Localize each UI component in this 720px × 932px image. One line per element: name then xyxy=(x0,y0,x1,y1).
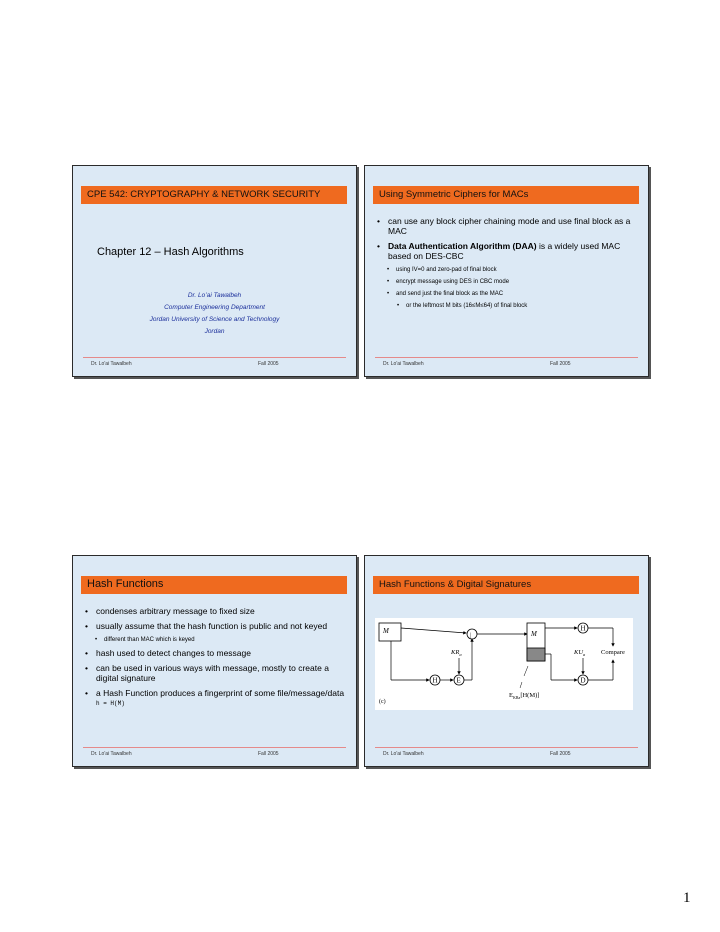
slide-title: CPE 542: CRYPTOGRAPHY & NETWORK SECURITY xyxy=(87,189,321,200)
signed-hash-label: $E_{KRa}[H(M)]$ xyxy=(509,692,540,700)
footer-term: Fall 2005 xyxy=(258,751,279,757)
slide-title: Using Symmetric Ciphers for MACs xyxy=(379,189,529,200)
decrypt-label: D xyxy=(580,676,586,685)
bullet-list xyxy=(85,606,346,714)
list-item: • can use any block cipher chaining mode and use final block as a MAC xyxy=(377,216,638,236)
slide-title-bar xyxy=(81,186,347,204)
footer-author: Dr. Lo'ai Tawalbeh xyxy=(383,751,424,757)
footer-divider xyxy=(375,357,638,358)
list-item: • can be used in various ways with message, mostly to create a digital signature xyxy=(85,663,346,683)
slide-title-bar xyxy=(373,186,639,204)
author-name: Dr. Lo’ai Tawalbeh xyxy=(187,292,242,299)
message-label: M xyxy=(383,627,389,635)
author-department: Computer Engineering Department xyxy=(164,304,265,311)
footer-author: Dr. Lo'ai Tawalbeh xyxy=(91,751,132,757)
list-item: • condenses arbitrary message to fixed size xyxy=(85,606,346,616)
slide-title: Hash Functions & Digital Signatures xyxy=(379,579,532,590)
author-country: Jordan xyxy=(204,328,225,335)
author-university: Jordan University of Science and Technology xyxy=(149,316,280,323)
signature-block xyxy=(527,648,545,661)
slide-4 xyxy=(364,555,649,767)
list-item: • and send just the final block as the MAC xyxy=(387,290,638,298)
daa-term: Data Authentication Algorithm (DAA) xyxy=(388,241,537,251)
footer-term: Fall 2005 xyxy=(258,361,279,367)
encrypt-label: E xyxy=(456,676,461,685)
list-item: • a Hash Function produces a fingerprint of some file/message/data xyxy=(85,688,346,698)
footer-divider xyxy=(83,357,346,358)
list-item: • hash used to detect changes to message xyxy=(85,648,346,658)
concat-icon xyxy=(467,629,477,639)
slide-title-bar xyxy=(81,576,347,594)
hash-label-receiver: H xyxy=(580,624,586,633)
chapter-title: Chapter 12 – Hash Algorithms xyxy=(97,246,244,258)
private-key-label: $KR_a$ xyxy=(451,649,462,657)
footer-term: Fall 2005 xyxy=(550,361,571,367)
list-item: • or the leftmost M bits (16≤M≤64) of final block xyxy=(397,302,638,310)
page-number: 1 xyxy=(683,890,691,906)
footer-divider xyxy=(375,747,638,748)
slide-title-bar xyxy=(373,576,639,594)
list-item xyxy=(377,241,638,261)
diagram-caption: (c) xyxy=(379,699,386,705)
message-label-right: M xyxy=(531,630,537,638)
footer-term: Fall 2005 xyxy=(550,751,571,757)
list-item: • using IV=0 and zero-pad of final block xyxy=(387,266,638,274)
list-item: • encrypt message using DES in CBC mode xyxy=(387,278,638,286)
slide-title: Hash Functions xyxy=(87,578,164,590)
footer-author: Dr. Lo'ai Tawalbeh xyxy=(383,361,424,367)
slide-3 xyxy=(72,555,357,767)
public-key-label: $KU_a$ xyxy=(574,649,586,657)
daa-description: is a widely used MAC based on DES-CBC xyxy=(388,241,621,261)
slide-2 xyxy=(364,165,649,377)
list-item: • different than MAC which is keyed xyxy=(95,636,346,644)
hash-label: H xyxy=(432,676,438,685)
compare-label: Compare xyxy=(601,649,625,656)
concat-symbol: | xyxy=(470,633,472,639)
list-item: • usually assume that the hash function is public and not keyed xyxy=(85,621,346,631)
digital-signature-diagram xyxy=(375,618,633,710)
bullet-list xyxy=(377,216,638,314)
hash-formula: h = H(M) xyxy=(96,700,125,707)
footer-author: Dr. Lo'ai Tawalbeh xyxy=(91,361,132,367)
slide-1 xyxy=(72,165,357,377)
footer-divider xyxy=(83,747,346,748)
